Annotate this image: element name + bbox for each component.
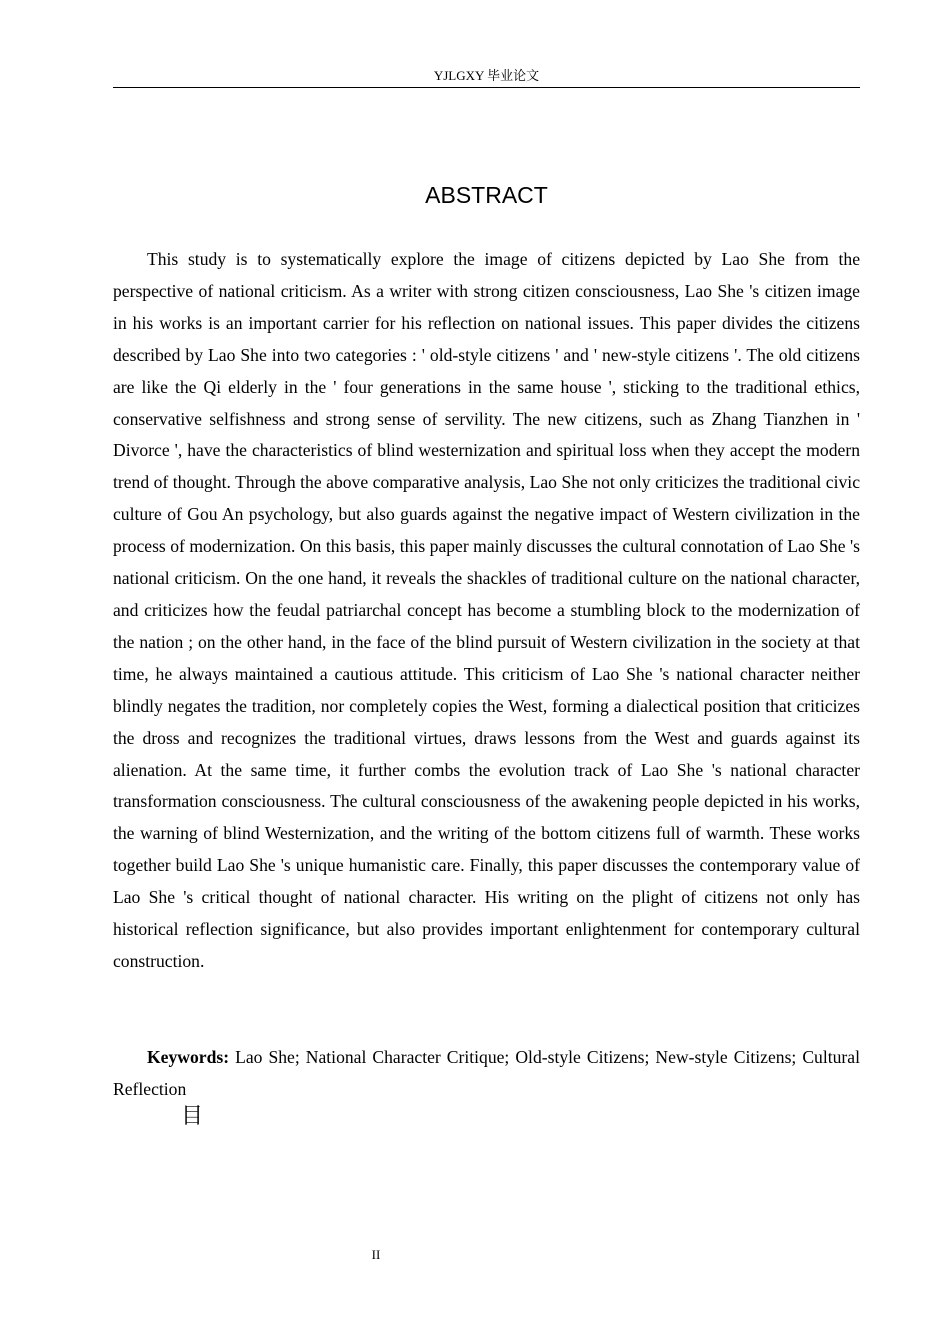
keywords-label: Keywords:: [147, 1047, 230, 1067]
header-text: YJLGXY 毕业论文: [433, 68, 540, 83]
page-header: [113, 66, 860, 88]
toc-heading-fragment: 目: [181, 1104, 204, 1129]
abstract-body: This study is to systematically explore the image of citizens depicted by Lao She from the perspective of national criticism. As a writer with strong citizen consciousness, Lao She 's citizen image in his works is an important carrier for his reflection on national issues. This paper divides the citizens described by Lao She into two categories : ' old-style citizens ' and ' new-style citizens '. The old citizens are like the Qi elderly in the ' four generations in the same house ', sticking to the traditional ethics, conservative selfishness and strong sense of servility. The new citizens, such as Zhang Tianzhen in ' Divorce ', have the characteristics of blind westernization and spiritual loss when they accept the modern trend of thought. Through the above comparative analysis, Lao She not only criticizes the traditional civic culture of Gou An psychology, but also guards against the negative impact of Western civilization in the process of modernization. On this basis, this paper mainly discusses the cultural connotation of Lao She 's national criticism. On the one hand, it reveals the shackles of traditional culture on the national character, and criticizes how the feudal patriarchal concept has become a stumbling block to the modernization of the nation ; on the other hand, in the face of the blind pursuit of Western civilization in the society at that time, he always maintained a cautious attitude. This criticism of Lao She 's national character neither blindly negates the tradition, nor completely copies the West, forming a dialectical position that criticizes the dross and recognizes the traditional virtues, draws lessons from the West and guards against its alienation. At the same time, it further combs the evolution track of Lao She 's national character transformation consciousness. The cultural consciousness of the awakening people depicted in his works, the warning of blind Westernization, and the writing of the bottom citizens full of warmth. These works together build Lao She 's unique humanistic care. Finally, this paper discusses the contemporary value of Lao She 's critical thought of national character. His writing on the plight of citizens not only has historical reflection significance, but also provides important enlightenment for contemporary cultural construction.: [113, 249, 860, 971]
keywords-paragraph: [113, 1042, 860, 1106]
abstract-title: ABSTRACT: [425, 182, 548, 208]
page-number: II: [371, 1247, 381, 1262]
keywords-text: Lao She; National Character Critique; Old-style Citizens; New-style Citizens; Cultural Reflection: [113, 1047, 860, 1099]
